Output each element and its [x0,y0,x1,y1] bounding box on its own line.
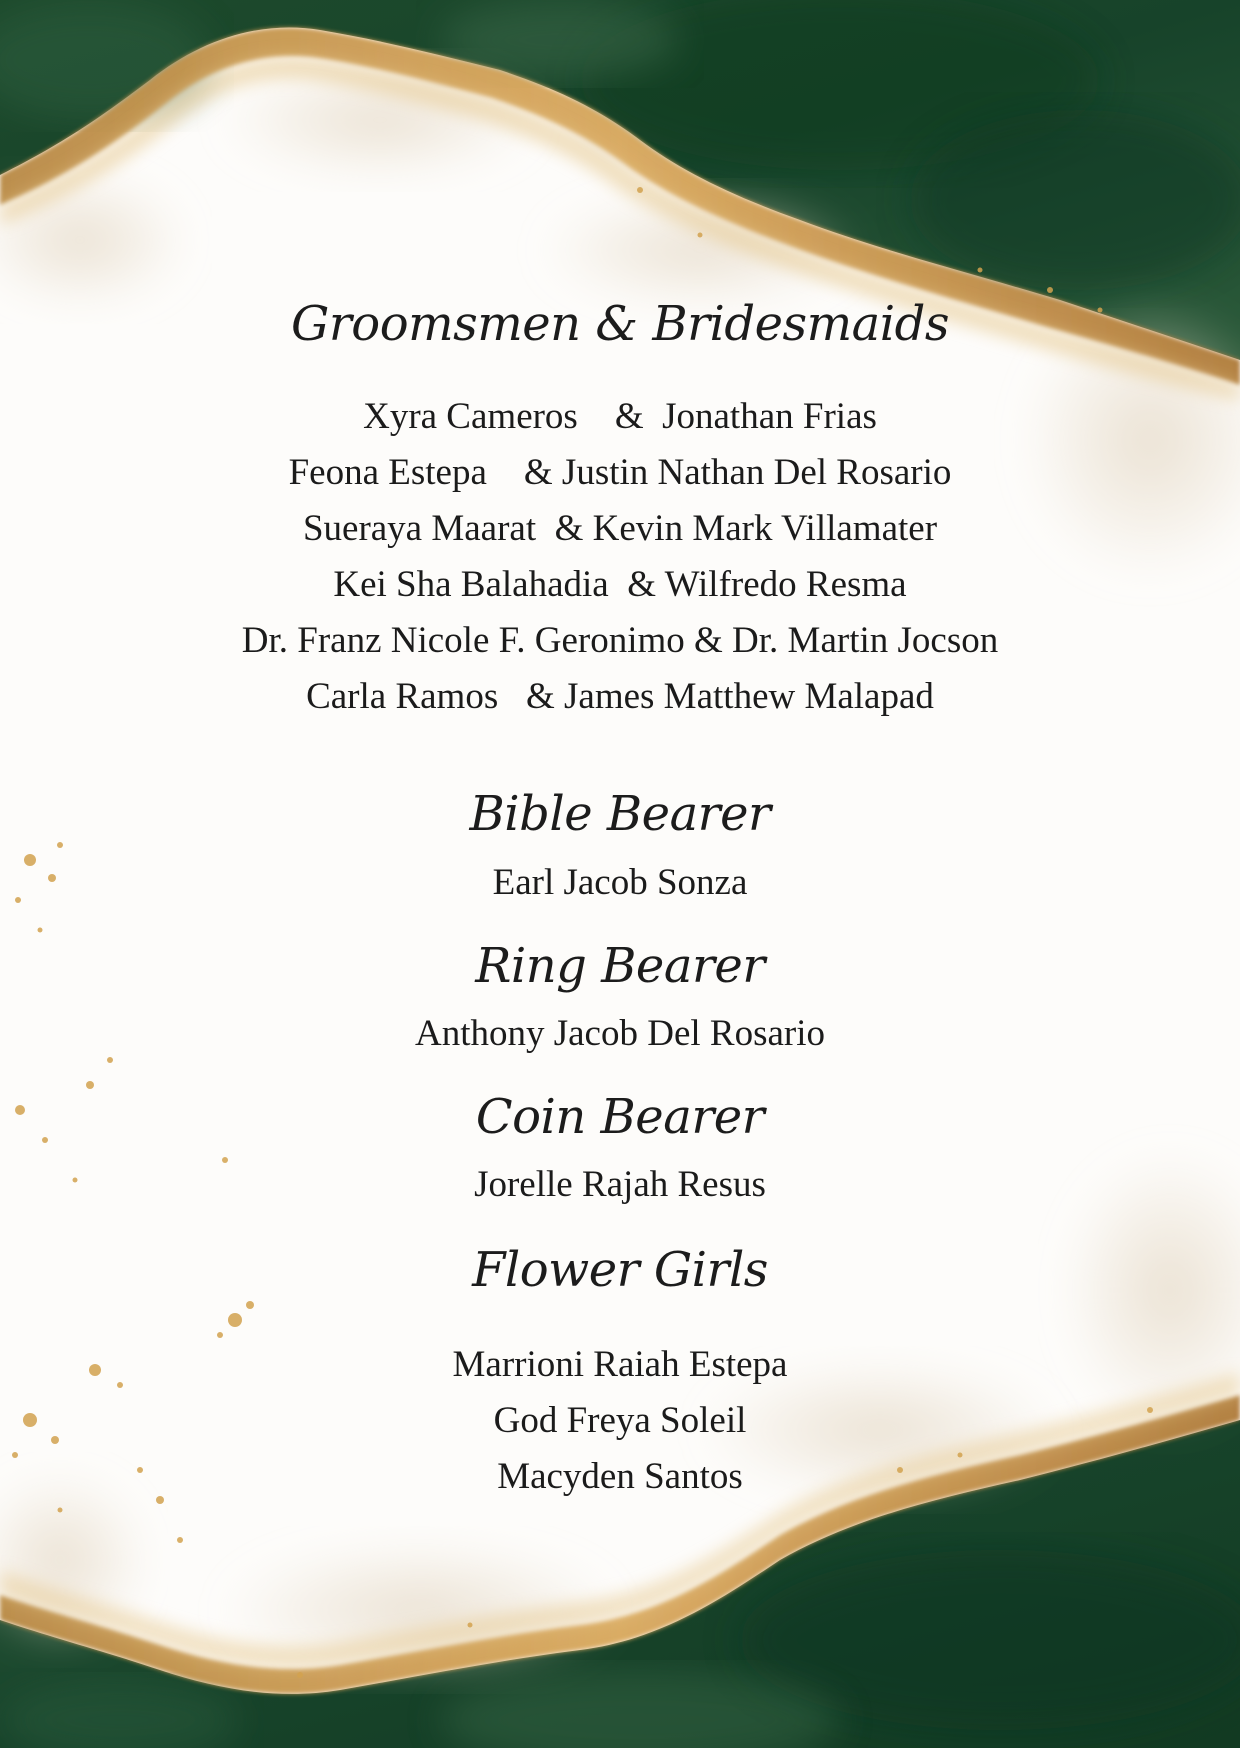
flower-girl-name-2: God Freya Soleil [493,1400,747,1441]
pair-line-6: Carla Ramos & James Matthew Malapad [306,676,934,717]
pair-line-5: Dr. Franz Nicole F. Geronimo & Dr. Martin Jocson [241,620,999,661]
groomsmen-bridesmaids-heading: Groomsmen & Bridesmaids [291,296,949,352]
bible-bearer-heading: Bible Bearer [469,786,771,842]
coin-bearer-heading: Coin Bearer [475,1089,765,1145]
pair-line-1: Xyra Cameros & Jonathan Frias [363,396,877,437]
ring-bearer-heading: Ring Bearer [475,938,765,994]
pair-line-3: Sueraya Maarat & Kevin Mark Villamater [302,508,938,549]
pair-line-4: Kei Sha Balahadia & Wilfredo Resma [333,564,907,605]
ring-bearer-name: Anthony Jacob Del Rosario [414,1013,826,1054]
pair-line-2: Feona Estepa & Justin Nathan Del Rosario [288,452,952,493]
flower-girl-name-3: Macyden Santos [497,1456,743,1497]
flower-girls-heading: Flower Girls [472,1242,768,1298]
bible-bearer-name: Earl Jacob Sonza [492,862,748,903]
flower-girl-name-1: Marrioni Raiah Estepa [452,1344,788,1385]
coin-bearer-name: Jorelle Rajah Resus [474,1164,766,1205]
